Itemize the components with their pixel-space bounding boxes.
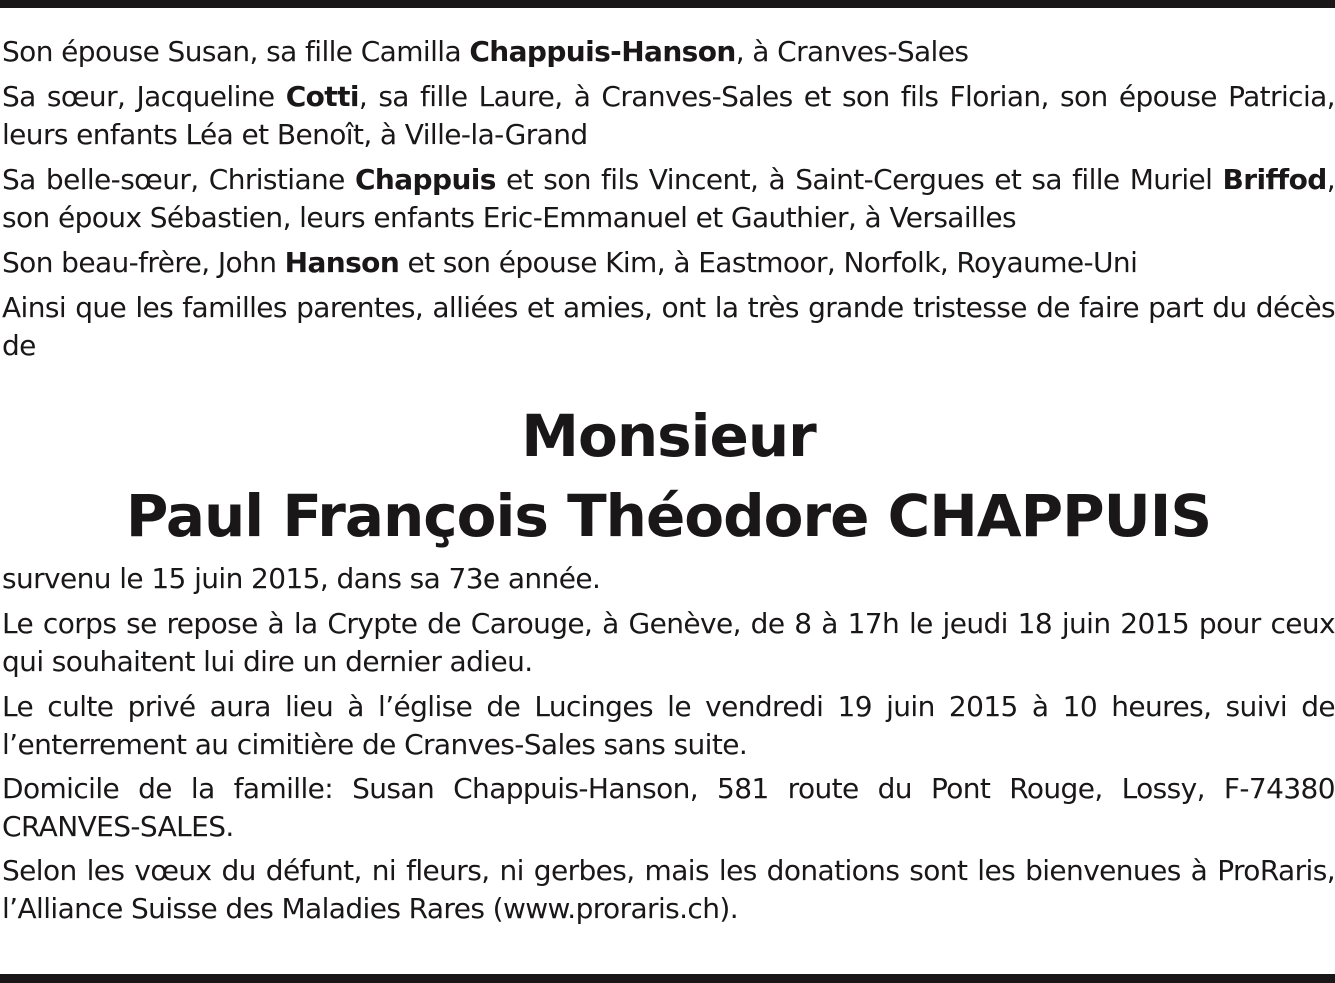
brother-in-law-surname: Hanson	[284, 246, 400, 279]
sister-in-law-surname: Chappuis	[354, 163, 496, 196]
sister-in-law-rest: , son époux Sébastien, leurs enfants Eric-Emmanuel et Gauthier, à Versailles	[2, 163, 1335, 234]
brother-in-law-intro: Son beau-frère, John	[2, 246, 285, 279]
sister-in-law-intro: Sa belle-sœur, Christiane	[2, 163, 355, 196]
deceased-name: Paul François Théodore CHAPPUIS	[125, 482, 1212, 550]
sister-surname: Cotti	[285, 80, 359, 113]
deceased-heading	[2, 396, 1335, 556]
domicile-paragraph: Domicile de la famille: Susan Chappuis-Hanson, 581 route du Pont Rouge, Lossy, F-74380 CRANVES-SALES.	[2, 772, 1335, 843]
death-date-paragraph: survenu le 15 juin 2015, dans sa 73e année.	[2, 562, 601, 595]
spouse-surname: Chappuis-Hanson	[469, 35, 736, 68]
announcement-paragraph: Ainsi que les familles parentes, alliées et amies, ont la très grande tristesse de faire part du décès de	[2, 291, 1335, 362]
sister-rest: , sa fille Laure, à Cranves-Sales et son fils Florian, son épouse Patricia, leurs enfants Léa et Benoît, à Ville-la-Grand	[2, 80, 1335, 151]
bottom-border-rule	[0, 974, 1335, 983]
sister-paragraph	[2, 78, 1335, 154]
sister-intro: Sa sœur, Jacqueline	[2, 80, 286, 113]
sister-in-law-surname-2: Briffod	[1222, 163, 1327, 196]
spouse-paragraph	[2, 33, 1335, 71]
brother-in-law-paragraph	[2, 244, 1335, 282]
top-border-rule	[0, 0, 1335, 8]
brother-in-law-rest: et son épouse Kim, à Eastmoor, Norfolk, Royaume-Uni	[399, 246, 1138, 279]
deceased-title: Monsieur	[521, 402, 816, 470]
donations-paragraph: Selon les vœux du défunt, ni fleurs, ni gerbes, mais les donations sont les bienvenues à ProRaris, l’Alliance Suisse des Maladies Rares (www.proraris.ch).	[2, 854, 1335, 925]
viewing-paragraph: Le corps se repose à la Crypte de Carouge, à Genève, de 8 à 17h le jeudi 18 juin 2015 pour ceux qui souhaitent lui dire un dernier adieu.	[2, 607, 1335, 678]
spouse-intro: Son épouse Susan, sa fille Camilla	[2, 35, 470, 68]
spouse-place: , à Cranves-Sales	[735, 35, 969, 68]
sister-in-law-middle: et son fils Vincent, à Saint-Cergues et sa fille Muriel	[495, 163, 1223, 196]
sister-in-law-paragraph	[2, 161, 1335, 237]
service-paragraph: Le culte privé aura lieu à l’église de Lucinges le vendredi 19 juin 2015 à 10 heures, suivi de l’enterrement au cimitière de Cranves-Sales sans suite.	[2, 690, 1335, 761]
obituary-notice	[2, 33, 1335, 935]
